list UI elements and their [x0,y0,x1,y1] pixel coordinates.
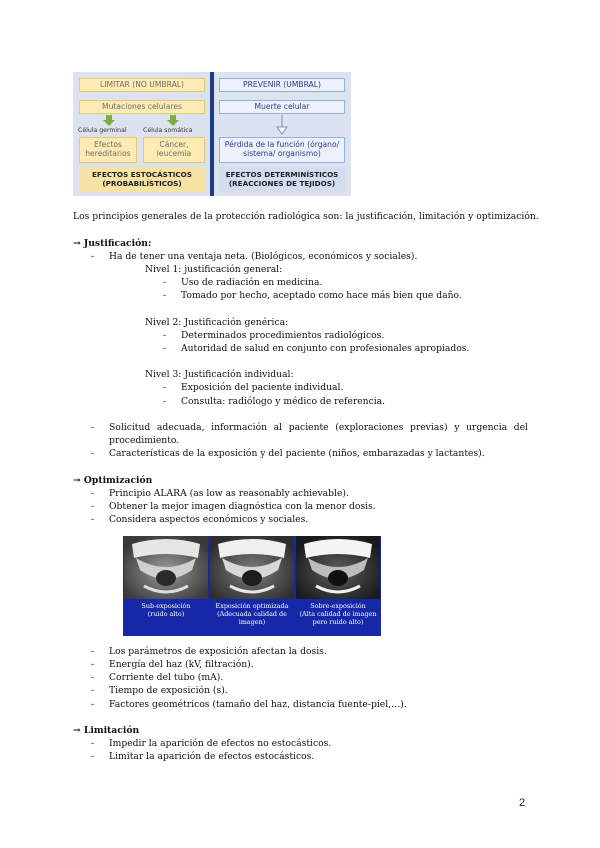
bullet-dash: - [163,396,167,407]
arrow-down-outline-icon [276,115,288,135]
bullet-dash: - [163,382,167,393]
parametros-item: Corriente del tubo (mA). [109,672,224,683]
bullet-dash: - [163,277,167,288]
caption-line: Sobre-exposición [310,602,366,610]
efectos-hereditarios-line2: hereditarios [85,149,131,158]
diagram-divider [210,72,214,196]
nivel2-item: Determinados procedimientos radiológicos. [181,330,385,341]
cancer-line1: Cáncer, [159,140,189,150]
mutaciones-text: Mutaciones celulares [102,101,182,111]
caption-line: (Adecuada calidad de [217,610,287,618]
radiation-effects-diagram [73,72,351,196]
page-number: 2 [519,797,526,809]
xray-overexposed-image [296,536,380,599]
bullet-dash: - [91,488,95,499]
nivel2-item: Autoridad de salud en conjunto con profesionales apropiados. [181,343,470,354]
nivel2-title: Nivel 2: Justificación genérica: [145,317,289,328]
bullet-dash: - [91,685,95,696]
limitar-header-text: LIMITAR (NO UMBRAL) [100,79,184,89]
celula-somatica-label: Célula somática [143,127,193,134]
deterministicos-line2: (REACCIONES DE TEJIDOS) [228,178,336,188]
bullet-dash: - [163,330,167,341]
justificacion-item: Solicitud adecuada, información al paciente (exploraciones previas) y urgencia del [109,422,528,433]
intro-paragraph: Los principios generales de la protección radiológica son: la justificación, limitación y optimización. [73,211,539,222]
muerte-box [219,100,345,114]
bullet-dash: - [91,501,95,512]
parametros-item: Factores geométricos (tamaño del haz, distancia fuente-piel,…). [109,699,407,710]
parametros-item: Los parámetros de exposición afectan la dosis. [109,646,327,657]
bullet-dash: - [91,422,95,433]
justificacion-item: Ha de tener una ventaja neta. (Biológicos, económicos y sociales). [109,251,418,262]
bullet-dash: - [91,672,95,683]
caption-line: (ruido alto) [147,610,185,618]
mutaciones-box [79,100,205,114]
bullet-dash: - [163,343,167,354]
deterministicos-box [219,167,345,192]
nivel3-item: Exposición del paciente individual. [181,382,344,393]
bullet-dash: - [163,290,167,301]
optimizacion-item: Obtener la mejor imagen diagnóstica con la menor dosis. [109,501,376,512]
xray-panel-sub [124,536,208,636]
nivel1-item: Uso de radiación en medicina. [181,277,323,288]
caption-line: Sub-exposición [141,602,191,610]
xray-panel-over [296,536,380,636]
bullet-dash: - [91,738,95,749]
justificacion-item-cont: procedimiento. [109,435,180,446]
perdida-line2: sistema/ organismo) [243,149,321,158]
arrow-down-icon [103,115,115,127]
optimizacion-heading: → Optimización [73,475,153,486]
estocasticos-box [79,167,205,192]
muerte-text: Muerte celular [254,101,310,111]
nivel1-title: Nivel 1: justificación general: [145,264,283,275]
efectos-hereditarios-box [79,137,137,163]
perdida-funcion-box [219,137,345,163]
xray-caption-over [296,602,380,626]
justificacion-item: Características de la exposición y del paciente (niños, embarazadas y lactantes). [109,448,485,459]
xray-caption-sub [124,602,208,618]
deterministicos-line1: EFECTOS DETERMINÍSTICOS [225,170,339,180]
celula-germinal-label: Célula germinal [78,127,127,134]
xray-underexposed-image [124,536,208,599]
bullet-dash: - [91,646,95,657]
efectos-hereditarios-line1: Efectos [94,140,122,150]
caption-line: Exposición optimizada [215,602,289,610]
cancer-box [143,137,205,163]
bullet-dash: - [91,699,95,710]
prevenir-header-text: PREVENIR (UMBRAL) [243,79,321,89]
optimizacion-item: Principio ALARA (as low as reasonably achievable). [109,488,349,499]
caption-line: imagen) [238,618,266,626]
limitar-header [79,78,205,92]
bullet-dash: - [91,514,95,525]
perdida-line1: Pérdida de la función (órgano/ [224,140,340,150]
xray-caption-optimal [210,602,294,626]
nivel3-title: Nivel 3: Justificación individual: [145,369,294,380]
limitacion-item: Impedir la aparición de efectos no estocásticos. [109,738,332,749]
estocasticos-line1: EFECTOS ESTOCÁSTICOS [92,170,192,180]
justificacion-heading: → Justificación: [73,238,152,249]
caption-line: (Alta calidad de imagen [299,610,377,618]
cancer-line2: leucemia [156,149,192,158]
bullet-dash: - [91,659,95,670]
bullet-dash: - [91,751,95,762]
parametros-item: Energía del haz (kV, filtración). [109,659,254,670]
bullet-dash: - [91,448,95,459]
exposure-comparison-image [123,536,381,636]
bullet-dash: - [91,251,95,262]
nivel3-item: Consulta: radiólogo y médico de referencia. [181,396,386,407]
xray-optimal-image [210,536,294,599]
arrow-down-icon [167,115,179,127]
estocasticos-line2: (PROBABILÍSTICOS) [102,178,182,188]
xray-panel-optimal [210,536,294,636]
nivel1-item: Tomado por hecho, aceptado como hace más bien que daño. [181,290,462,301]
limitacion-heading: → Limitación [73,725,140,736]
limitacion-item: Limitar la aparición de efectos estocásticos. [109,751,315,762]
optimizacion-item: Considera aspectos económicos y sociales. [109,514,309,525]
prevenir-header [219,78,345,92]
caption-line: pero ruido alto) [312,618,364,626]
parametros-item: Tiempo de exposición (s). [109,685,228,696]
